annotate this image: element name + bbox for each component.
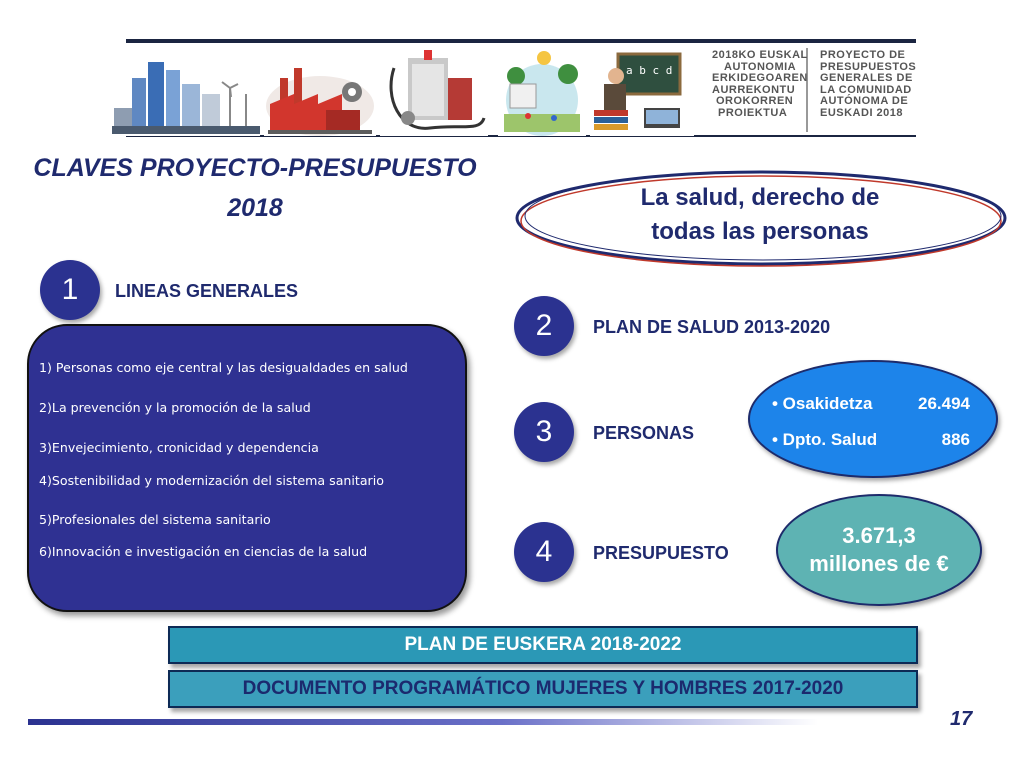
page-number: 17 [950, 708, 973, 730]
factory-illustration [264, 48, 376, 136]
linea-item-3: 3)Envejecimiento, cronicidad y dependencia [39, 440, 319, 455]
linea-item-2: 2)La prevención y la promoción de la salud [39, 400, 311, 415]
linea-item-5: 5)Profesionales del sistema sanitario [39, 512, 271, 527]
svg-text:a b c d: a b c d [626, 64, 673, 77]
page-title: CLAVES PROYECTO-PRESUPUESTO 2018 [33, 154, 477, 222]
personas-row-1-name: • Osakidetza [772, 394, 873, 413]
documento-programatico-label: DOCUMENTO PROGRAMÁTICO MUJERES Y HOMBRES 2017-2020 [242, 678, 844, 699]
highlight-text: La salud, derecho de todas las personas [640, 184, 880, 245]
presupuesto-amount: 3.671,3 [842, 523, 916, 548]
section-4-label: PRESUPUESTO [593, 543, 729, 563]
presupuesto-unit: millones de € [809, 551, 949, 576]
footer-rule [28, 719, 818, 725]
classroom-illustration [590, 48, 694, 136]
section-1-label: LINEAS GENERALES [115, 281, 299, 301]
section-3-badge: 3 [514, 402, 574, 462]
banner-spanish-text: PROYECTO DE PRESUPUESTOS GENERALES DE LA COMUNIDAD AUTÓNOMA DE EUSKADI 2018 [820, 49, 917, 119]
plan-euskera-label: PLAN DE EUSKERA 2018-2022 [404, 634, 682, 655]
linea-item-6: 6)Innovación e investigación en ciencias de la salud [39, 544, 368, 559]
city-illustration [112, 48, 260, 136]
personas-blob [748, 360, 998, 478]
playground-illustration [498, 48, 586, 136]
personas-row-1-value: 26.494 [918, 394, 970, 413]
documento-programatico-bar [168, 670, 918, 708]
linea-item-1: 1) Personas como eje central y las desigualdades en salud [39, 360, 408, 375]
section-2-label: PLAN DE SALUD 2013-2020 [593, 317, 831, 337]
personas-row-2-value: 886 [941, 430, 970, 449]
lineas-generales-box [27, 324, 467, 612]
banner-top-rule [126, 39, 916, 43]
linea-item-4: 4)Sostenibilidad y modernización del sistema sanitario [39, 473, 384, 488]
plan-euskera-bar [168, 626, 918, 664]
section-4-badge: 4 [514, 522, 574, 582]
section-1-badge: 1 [40, 260, 100, 320]
presupuesto-blob [776, 494, 982, 606]
banner-basque-text: 2018KO EUSKAL AUTONOMIA ERKIDEGOAREN AURREKONTU OROKORREN PROIEKTUA [712, 49, 808, 119]
section-2-badge: 2 [514, 296, 574, 356]
hospital-illustration [380, 48, 488, 136]
section-3-label: PERSONAS [593, 423, 695, 443]
personas-row-2-name: • Dpto. Salud [772, 430, 878, 449]
